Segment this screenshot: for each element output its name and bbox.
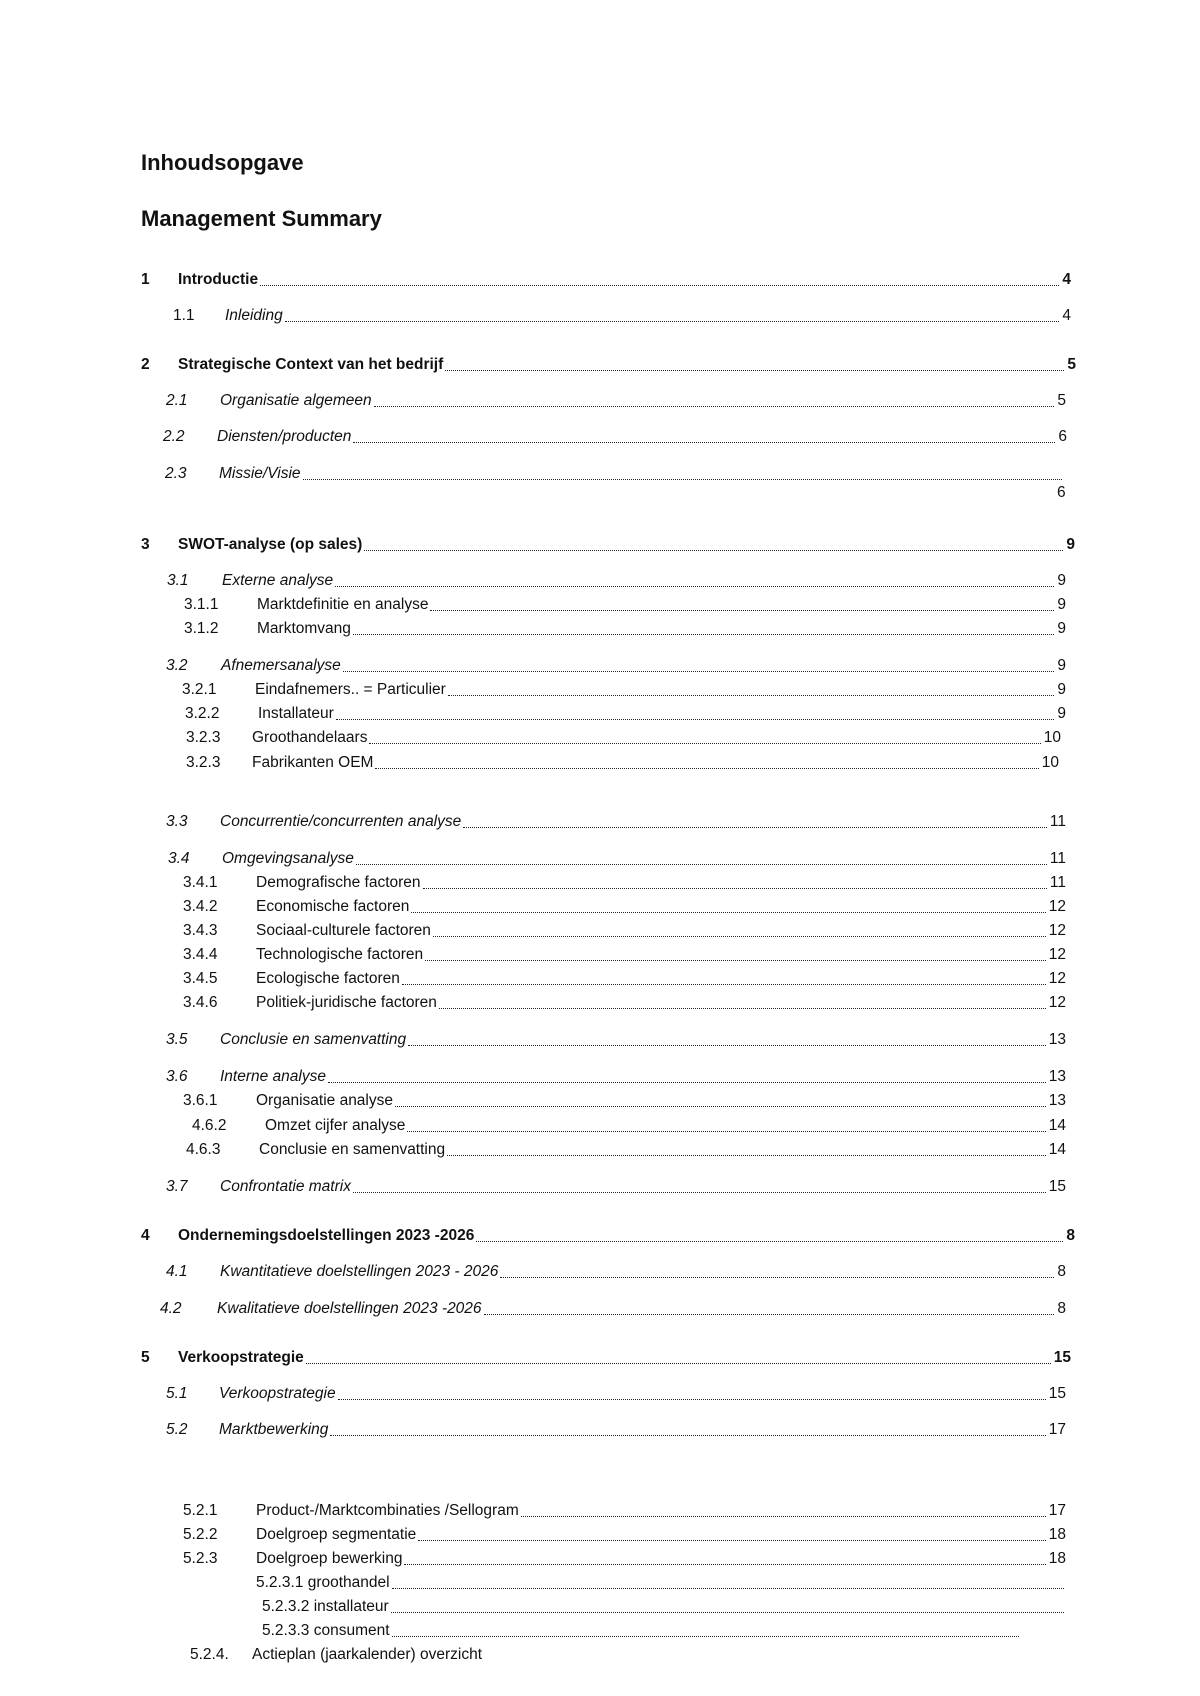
toc-entry[interactable]: 3.4.5 Ecologische factoren 12: [183, 970, 1066, 987]
toc-entry[interactable]: 5 Verkoopstrategie 15: [141, 1349, 1071, 1366]
dot-leader: [402, 984, 1046, 985]
toc-entry[interactable]: 4.6.3 Conclusie en samenvatting 14: [186, 1141, 1066, 1158]
dot-leader: [285, 321, 1060, 322]
dot-leader: [336, 719, 1055, 720]
dot-leader: [521, 1516, 1046, 1517]
toc-entry[interactable]: 3.6 Interne analyse 13: [166, 1068, 1066, 1085]
dot-leader: [356, 864, 1047, 865]
toc-entry[interactable]: 1 Introductie 4: [141, 271, 1071, 288]
dot-leader: [476, 1241, 1063, 1242]
dot-leader: [404, 1564, 1045, 1565]
toc-entry[interactable]: 3.4.1 Demografische factoren 11: [183, 874, 1066, 891]
toc-entry[interactable]: 2.3 Missie/Visie: [165, 464, 1065, 484]
dot-leader: [423, 888, 1047, 889]
dot-leader: [303, 479, 1062, 480]
toc-entry[interactable]: 3 SWOT-analyse (op sales) 9: [141, 536, 1075, 553]
dot-leader: [418, 1540, 1045, 1541]
toc-entry[interactable]: 2.2 Diensten/producten 6: [163, 428, 1067, 445]
dot-leader: [260, 285, 1059, 286]
dot-leader: [392, 1636, 1019, 1637]
dot-leader: [425, 960, 1046, 961]
dot-leader: [353, 1192, 1046, 1193]
dot-leader: [353, 442, 1055, 443]
dot-leader: [445, 370, 1064, 371]
dot-leader: [343, 671, 1055, 672]
toc-entry[interactable]: 3.3 Concurrentie/concurrenten analyse 11: [166, 813, 1066, 830]
toc-entry[interactable]: 1.1 Inleiding 4: [173, 307, 1071, 324]
toc-entry[interactable]: 5.2.1 Product-/Marktcombinaties /Sellogram 17: [183, 1502, 1066, 1519]
dot-leader: [411, 912, 1045, 913]
dot-leader: [433, 936, 1046, 937]
management-summary-heading[interactable]: Management Summary: [141, 206, 382, 231]
toc-entry[interactable]: 3.4.4 Technologische factoren 12: [183, 946, 1066, 963]
toc-entry[interactable]: 5.2.3.1 groothandel: [256, 1573, 1067, 1593]
dot-leader: [430, 610, 1054, 611]
dot-leader: [395, 1106, 1046, 1107]
toc-entry[interactable]: 4.6.2 Omzet cijfer analyse 14: [192, 1117, 1066, 1134]
dot-leader: [448, 695, 1055, 696]
dot-leader: [500, 1277, 1054, 1278]
toc-entry[interactable]: 3.2.2 Installateur 9: [185, 705, 1066, 722]
toc-entry[interactable]: 3.4.3 Sociaal-culturele factoren 12: [183, 922, 1066, 939]
toc-entry[interactable]: 5.2.4. Actieplan (jaarkalender) overzicht: [190, 1646, 483, 1663]
toc-entry[interactable]: 5.2.3 Doelgroep bewerking 18: [183, 1550, 1066, 1567]
toc-entry[interactable]: 4.1 Kwantitatieve doelstellingen 2023 - 2026 8: [166, 1263, 1066, 1280]
dot-leader: [391, 1612, 1064, 1613]
toc-entry[interactable]: 3.2.3 Groothandelaars 10: [186, 729, 1061, 746]
dot-leader: [375, 768, 1038, 769]
toc-entry[interactable]: 3.1.2 Marktomvang 9: [184, 620, 1066, 637]
toc-entry[interactable]: 3.2.1 Eindafnemers.. = Particulier 9: [182, 681, 1066, 698]
dot-leader: [439, 1008, 1046, 1009]
toc-entry[interactable]: 3.6.1 Organisatie analyse 13: [183, 1092, 1066, 1109]
toc-page-number: 6: [1057, 484, 1066, 501]
dot-leader: [463, 827, 1047, 828]
toc-entry[interactable]: 3.5 Conclusie en samenvatting 13: [166, 1031, 1066, 1048]
toc-entry[interactable]: 4 Ondernemingsdoelstellingen 2023 -2026 8: [141, 1227, 1075, 1244]
toc-entry[interactable]: 3.7 Confrontatie matrix 15: [166, 1178, 1066, 1195]
toc-entry[interactable]: 5.2 Marktbewerking 17: [166, 1421, 1066, 1438]
toc-entry[interactable]: 3.2 Afnemersanalyse 9: [166, 657, 1066, 674]
dot-leader: [408, 1045, 1046, 1046]
dot-leader: [364, 550, 1063, 551]
dot-leader: [338, 1399, 1046, 1400]
toc-entry[interactable]: 3.4 Omgevingsanalyse 11: [168, 850, 1066, 867]
toc-entry[interactable]: 3.4.6 Politiek-juridische factoren 12: [183, 994, 1066, 1011]
toc-entry[interactable]: 5.2.3.3 consument: [262, 1621, 1022, 1641]
dot-leader: [353, 634, 1054, 635]
toc-entry[interactable]: 4.2 Kwalitatieve doelstellingen 2023 -2026 8: [160, 1300, 1066, 1317]
dot-leader: [484, 1314, 1055, 1315]
dot-leader: [392, 1588, 1064, 1589]
dot-leader: [447, 1155, 1046, 1156]
dot-leader: [330, 1435, 1045, 1436]
toc-entry[interactable]: 2.1 Organisatie algemeen 5: [166, 392, 1066, 409]
dot-leader: [306, 1363, 1051, 1364]
dot-leader: [369, 743, 1040, 744]
toc-entry[interactable]: 3.1 Externe analyse 9: [167, 572, 1066, 589]
toc-heading: Inhoudsopgave: [141, 150, 304, 175]
toc-entry[interactable]: 3.1.1 Marktdefinitie en analyse 9: [184, 596, 1066, 613]
dot-leader: [407, 1131, 1045, 1132]
dot-leader: [335, 586, 1054, 587]
toc-entry[interactable]: 2 Strategische Context van het bedrijf 5: [141, 356, 1076, 373]
dot-leader: [328, 1082, 1046, 1083]
toc-entry[interactable]: 3.2.3 Fabrikanten OEM 10: [186, 754, 1059, 771]
toc-entry[interactable]: 5.2.2 Doelgroep segmentatie 18: [183, 1526, 1066, 1543]
toc-entry[interactable]: 3.4.2 Economische factoren 12: [183, 898, 1066, 915]
toc-entry[interactable]: 5.1 Verkoopstrategie 15: [166, 1385, 1066, 1402]
toc-entry[interactable]: 5.2.3.2 installateur: [262, 1597, 1067, 1617]
dot-leader: [374, 406, 1055, 407]
